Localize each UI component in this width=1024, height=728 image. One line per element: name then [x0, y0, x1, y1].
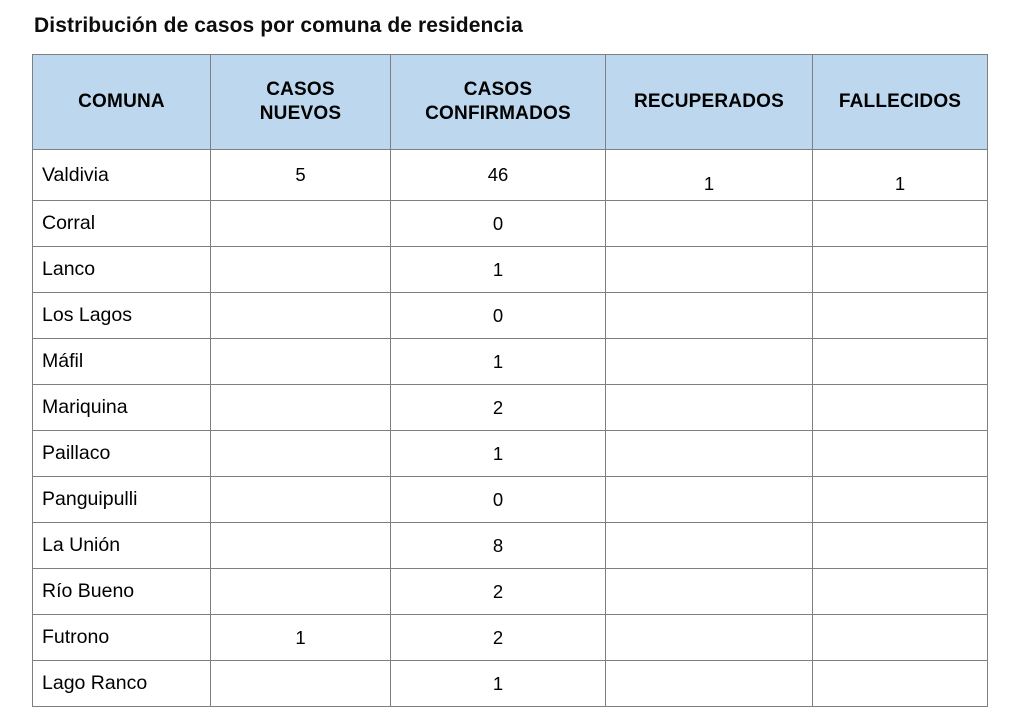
cell-recuperados	[606, 385, 813, 431]
column-header-casos-nuevos-line-2: NUEVOS	[259, 103, 342, 124]
cell-recuperados	[606, 201, 813, 247]
cell-casos-confirmados: 1	[391, 247, 606, 293]
cell-recuperados	[606, 339, 813, 385]
cell-comuna: Corral	[33, 201, 211, 247]
table-header	[33, 55, 988, 150]
table-row	[33, 569, 988, 615]
cell-recuperados: 1	[606, 150, 813, 201]
cell-comuna: Paillaco	[33, 431, 211, 477]
cell-comuna: Los Lagos	[33, 293, 211, 339]
cell-casos-nuevos	[211, 293, 391, 339]
table-row	[33, 247, 988, 293]
table-row	[33, 339, 988, 385]
cell-recuperados	[606, 477, 813, 523]
cell-comuna: Máfil	[33, 339, 211, 385]
table-row	[33, 615, 988, 661]
cell-casos-nuevos	[211, 477, 391, 523]
table-row	[33, 150, 988, 201]
cell-casos-nuevos	[211, 385, 391, 431]
table-row	[33, 201, 988, 247]
table-row	[33, 523, 988, 569]
cell-casos-nuevos	[211, 201, 391, 247]
column-header-casos-nuevos	[211, 55, 391, 150]
cell-comuna: La Unión	[33, 523, 211, 569]
cell-fallecidos	[813, 477, 988, 523]
cell-recuperados	[606, 661, 813, 707]
table-body	[33, 150, 988, 707]
cell-comuna: Mariquina	[33, 385, 211, 431]
cell-fallecidos	[813, 523, 988, 569]
cell-comuna: Lago Ranco	[33, 661, 211, 707]
cell-recuperados	[606, 523, 813, 569]
cell-recuperados	[606, 615, 813, 661]
cell-fallecidos	[813, 661, 988, 707]
cell-casos-nuevos: 1	[211, 615, 391, 661]
cell-recuperados	[606, 431, 813, 477]
table-header-row	[33, 55, 988, 150]
table-row	[33, 431, 988, 477]
cell-casos-confirmados: 2	[391, 385, 606, 431]
cell-casos-confirmados: 0	[391, 293, 606, 339]
cell-comuna: Río Bueno	[33, 569, 211, 615]
page-title: Distribución de casos por comuna de residencia	[34, 14, 523, 37]
cell-recuperados	[606, 293, 813, 339]
cases-by-comuna-table	[32, 54, 988, 707]
cell-fallecidos: 1	[813, 150, 988, 201]
cell-casos-confirmados: 1	[391, 339, 606, 385]
cell-casos-nuevos	[211, 569, 391, 615]
column-header-fallecidos	[813, 55, 988, 150]
column-header-casos-confirmados-line-2: CONFIRMADOS	[425, 103, 571, 124]
cell-casos-nuevos: 5	[211, 150, 391, 201]
cell-recuperados	[606, 569, 813, 615]
cell-comuna: Panguipulli	[33, 477, 211, 523]
table-row	[33, 477, 988, 523]
cell-fallecidos	[813, 385, 988, 431]
column-header-comuna	[33, 55, 211, 150]
cell-casos-confirmados: 46	[391, 150, 606, 201]
table-row	[33, 385, 988, 431]
cell-fallecidos	[813, 247, 988, 293]
column-header-casos-confirmados	[391, 55, 606, 150]
cell-fallecidos	[813, 615, 988, 661]
cell-comuna: Lanco	[33, 247, 211, 293]
column-header-recuperados	[606, 55, 813, 150]
table-row	[33, 661, 988, 707]
cell-casos-confirmados: 1	[391, 661, 606, 707]
column-header-casos-nuevos-line-1: CASOS	[266, 79, 335, 101]
cell-casos-nuevos	[211, 247, 391, 293]
cell-casos-nuevos	[211, 523, 391, 569]
cell-casos-nuevos	[211, 661, 391, 707]
cell-comuna: Futrono	[33, 615, 211, 661]
cell-casos-confirmados: 2	[391, 569, 606, 615]
cell-comuna: Valdivia	[33, 150, 211, 201]
cell-recuperados	[606, 247, 813, 293]
column-header-recuperados-line-1: RECUPERADOS	[634, 91, 784, 113]
cell-casos-nuevos	[211, 431, 391, 477]
cell-casos-confirmados: 1	[391, 431, 606, 477]
column-header-comuna-line-1: COMUNA	[78, 91, 165, 113]
cell-fallecidos	[813, 431, 988, 477]
cell-fallecidos	[813, 293, 988, 339]
cell-fallecidos	[813, 339, 988, 385]
cell-casos-confirmados: 2	[391, 615, 606, 661]
table-row	[33, 293, 988, 339]
column-header-casos-confirmados-line-1: CASOS	[463, 79, 533, 101]
cell-casos-confirmados: 0	[391, 201, 606, 247]
cell-fallecidos	[813, 201, 988, 247]
cell-fallecidos	[813, 569, 988, 615]
cell-casos-nuevos	[211, 339, 391, 385]
cell-casos-confirmados: 8	[391, 523, 606, 569]
column-header-fallecidos-line-1: FALLECIDOS	[838, 91, 962, 113]
cell-casos-confirmados: 0	[391, 477, 606, 523]
